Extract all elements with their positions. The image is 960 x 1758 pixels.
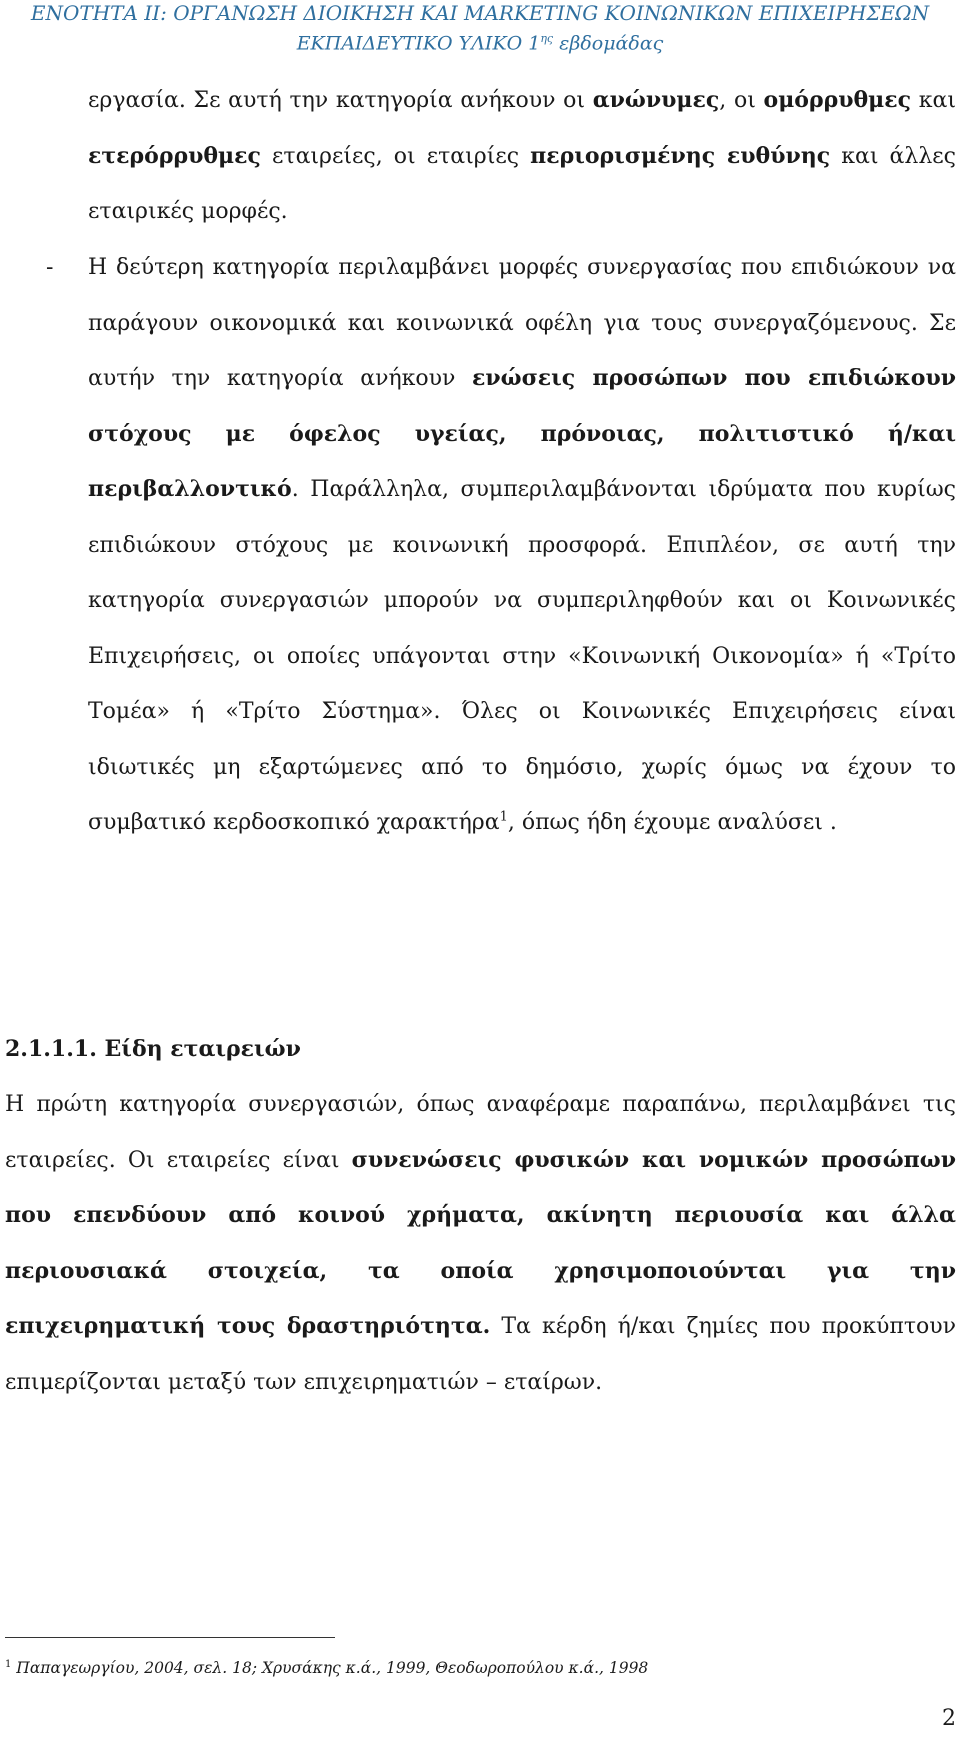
page-number: 2 xyxy=(942,1706,956,1731)
footnote-number: 1 xyxy=(5,1659,12,1670)
header-subtitle: ΕΚΠΑΙΔΕΥΤΙΚΟ ΥΛΙΚΟ $1^{\eta\varsigma}$ εβδομάδας xyxy=(296,32,664,55)
section-heading: 2.1.1.1. Είδη εταιρειών xyxy=(5,1036,301,1062)
footnote-divider xyxy=(5,1637,335,1638)
paragraph-second-category: Η δεύτερη κατηγορία περιλαμβάνει μορφές συνεργασίας που επιδιώκουν να παράγουν οικονομικά και κοινωνικά οφέλη για τους συνεργαζόμενους. Σε αυτήν την κατηγορία ανήκουν ενώσεις προσώπων που επιδιώκουν στόχους με όφελος υγείας, πρόνοιας, πολιτιστικό ή/και περιβαλλοντικό. Παράλληλα, συμπεριλαμβάνονται ιδρύματα που κυρίως επιδιώκουν στόχους με κοινωνική προσφορά. Επιπλέον, σε αυτή την κατηγορία συνεργασιών μπορούν να συμπεριληφθούν και οι Κοινωνικές Επιχειρήσεις, οι οποίες υπάγονται στην «Κοινωνική Οικονομία» ή «Τρίτο Τομέα» ή «Τρίτο Σύστημα». Όλες οι Κοινωνικές Επιχειρήσεις είναι ιδιωτικές μη εξαρτώμενες από το δημόσιο, χωρίς όμως να έχουν το συμβατικό κερδοσκοπικό χαρακτήρα$^1$, όπως ήδη έχουμε αναλύσει . xyxy=(88,255,956,835)
footnote xyxy=(5,1654,648,1679)
list-bullet-dash: - xyxy=(46,255,54,280)
header-title: ΕΝΟΤΗΤΑ ΙΙ: ΟΡΓΑΝΩΣΗ ΔΙΟΙΚΗΣΗ ΚΑΙ MARKETING ΚΟΙΝΩΝΙΚΩΝ ΕΠΙΧΕΙΡΗΣΕΩΝ xyxy=(30,1,930,25)
footnote-text: Παπαγεωργίου, 2004, σελ. 18; Χρυσάκης κ.ά., 1999, Θεοδωροπούλου κ.ά., 1998 xyxy=(11,1659,649,1678)
footnote-reference[interactable]: 1 xyxy=(499,809,508,825)
running-header xyxy=(0,0,960,56)
paragraph-company-types: εργασία. Σε αυτή την κατηγορία ανήκουν οι ανώνυμες, οι ομόρρυθμες και ετερόρρυθμες εταιρείες, οι εταιρίες περιορισμένης ευθύνης και άλλες εταιρικές μορφές. xyxy=(88,87,956,224)
paragraph-companies: Η πρώτη κατηγορία συνεργασιών, όπως αναφέραμε παραπάνω, περιλαμβάνει τις εταιρείες. Οι εταιρείες είναι συνενώσεις φυσικών και νομικών προσώπων που επενδύουν από κοινού χρήματα, ακίνητη περιουσία και άλλα περιουσιακά στοιχεία, τα οποία χρησιμοποιούνται για την επιχειρηματική τους δραστηριότητα. Τα κέρδη ή/και ζημίες που προκύπτουν επιμερίζονται μεταξύ των επιχειρηματιών – εταίρων. xyxy=(5,1092,956,1395)
